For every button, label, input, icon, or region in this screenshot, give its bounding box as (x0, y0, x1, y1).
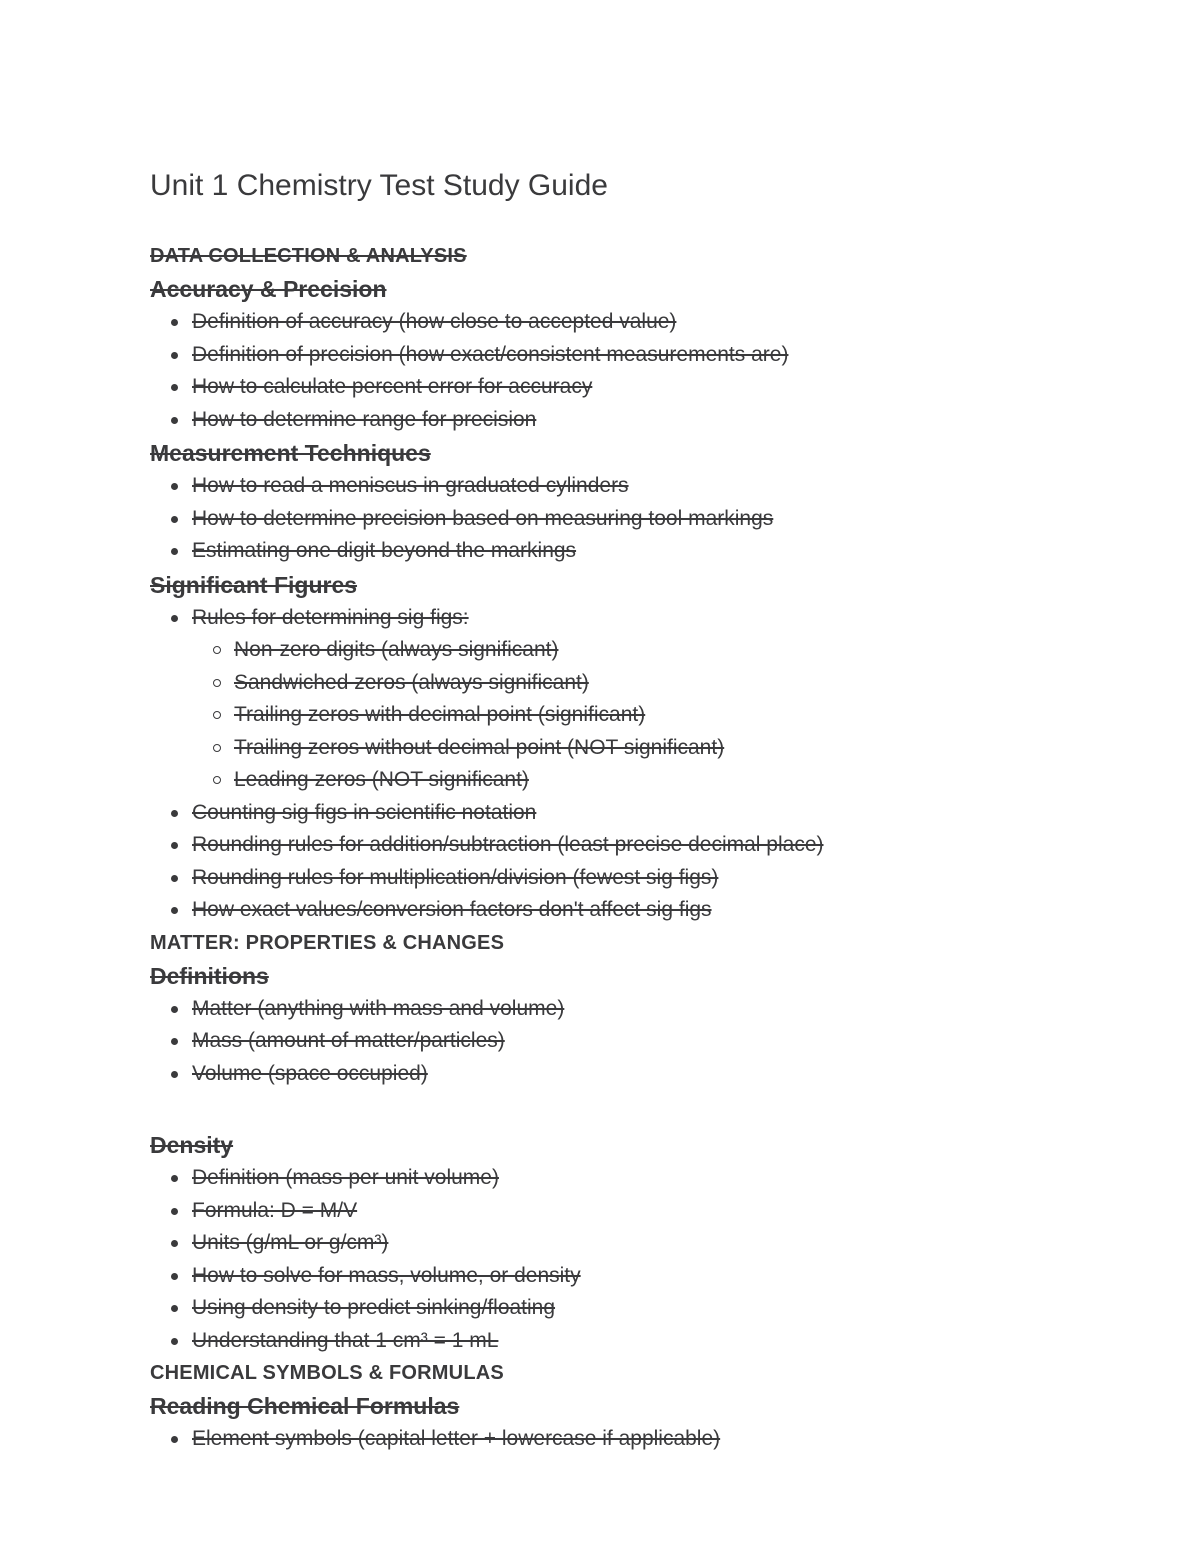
sub-list-item: Sandwiched zeros (always significant) (150, 667, 1050, 700)
list-item: How exact values/conversion factors don't affect sig figs (150, 894, 1050, 927)
list-item: Rounding rules for multiplication/division (fewest sig figs) (150, 862, 1050, 895)
list-item: Units (g/mL or g/cm³) (150, 1227, 1050, 1260)
sub-list-item: Trailing zeros with decimal point (significant) (150, 699, 1050, 732)
list-item: Counting sig figs in scientific notation (150, 797, 1050, 830)
sigfigs-rules-sublist (150, 634, 1050, 797)
density-list (150, 1162, 1050, 1357)
subheading-reading-formulas: Reading Chemical Formulas (150, 1393, 460, 1419)
list-item: Using density to predict sinking/floating (150, 1292, 1050, 1325)
sub-list-item: Leading zeros (NOT significant) (150, 764, 1050, 797)
document-title: Unit 1 Chemistry Test Study Guide (150, 169, 608, 202)
document-page (150, 166, 1050, 1456)
subheading-accuracy-precision: Accuracy & Precision (150, 276, 387, 302)
definitions-list (150, 993, 1050, 1091)
section-heading-matter: MATTER: PROPERTIES & CHANGES (150, 931, 505, 954)
list-item: Formula: D = M/V (150, 1195, 1050, 1228)
rules-label: Rules for determining sig figs: (192, 605, 469, 629)
accuracy-list (150, 306, 1050, 436)
subheading-significant-figures: Significant Figures (150, 571, 358, 598)
list-item: How to determine range for precision (150, 404, 1050, 437)
list-item: Estimating one digit beyond the markings (150, 535, 1050, 568)
sigfigs-list-continued (150, 797, 1050, 927)
list-item: Matter (anything with mass and volume) (150, 993, 1050, 1026)
list-item: Volume (space occupied) (150, 1058, 1050, 1091)
sigfigs-list (150, 602, 1050, 635)
measurement-list (150, 470, 1050, 568)
list-item: Definition (mass per unit volume) (150, 1162, 1050, 1195)
list-item: How to calculate percent error for accuracy (150, 371, 1050, 404)
list-item: Mass (amount of matter/particles) (150, 1025, 1050, 1058)
section-heading-chemical-symbols: CHEMICAL SYMBOLS & FORMULAS (150, 1362, 504, 1384)
list-item-rules (150, 602, 1050, 635)
list-item: How to read a meniscus in graduated cylinders (150, 470, 1050, 503)
list-item: Rounding rules for addition/subtraction (least precise decimal place) (150, 829, 1050, 862)
subheading-measurement-techniques: Measurement Techniques (150, 440, 431, 466)
sub-list-item: Non-zero digits (always significant) (150, 634, 1050, 667)
list-item: Definition of accuracy (how close to accepted value) (150, 306, 1050, 339)
list-item: How to solve for mass, volume, or density (150, 1260, 1050, 1293)
blank-line (150, 1090, 1050, 1128)
reading-formulas-list (150, 1423, 1050, 1456)
list-item: Understanding that 1 cm³ = 1 mL (150, 1325, 1050, 1358)
sub-list-item: Trailing zeros without decimal point (NOT significant) (150, 732, 1050, 765)
subheading-definitions: Definitions (150, 962, 269, 989)
list-item: How to determine precision based on measuring tool markings (150, 503, 1050, 536)
list-item: Definition of precision (how exact/consistent measurements are) (150, 339, 1050, 372)
list-item: Element symbols (capital letter + lowercase if applicable) (150, 1423, 1050, 1456)
subheading-density: Density (150, 1132, 234, 1158)
section-heading-data-collection: DATA COLLECTION & ANALYSIS (150, 245, 467, 267)
